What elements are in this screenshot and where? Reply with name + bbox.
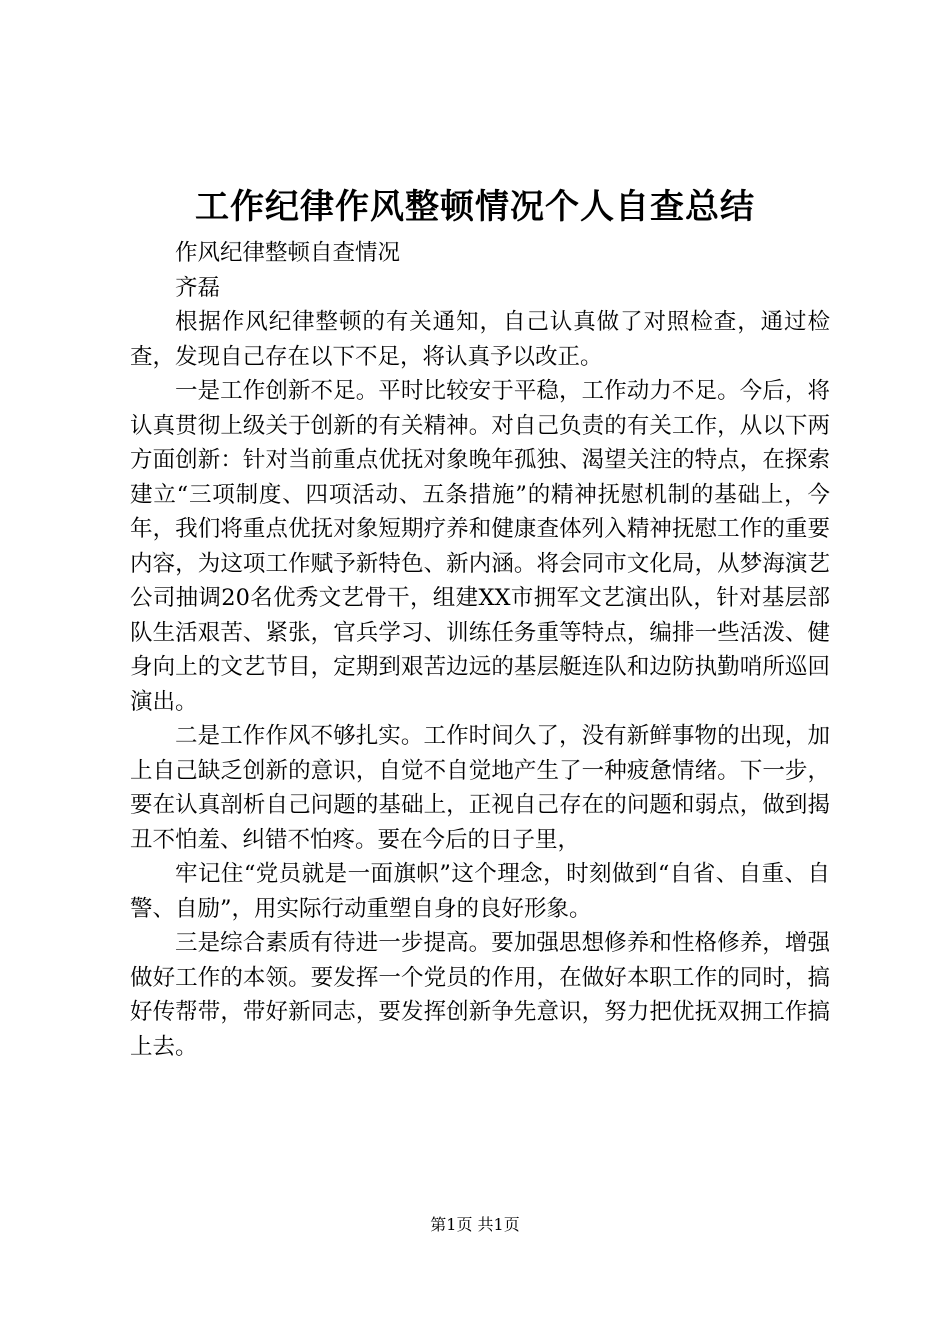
subtitle-paragraph: 作风纪律整顿自查情况 xyxy=(175,240,401,266)
point-two-continued-paragraph: 牢记住“党员就是一面旗帜”这个理念，时刻做到“自省、自重、自警、自励”，用实际行动重塑自身的良好形象。 xyxy=(130,861,830,922)
intro-paragraph: 根据作风纪律整顿的有关通知，自己认真做了对照检查，通过检查，发现自己存在以下不足，将认真予以改正。 xyxy=(130,309,830,370)
page-footer: 第1页 共1页 xyxy=(430,1215,520,1234)
point-two-paragraph: 二是工作作风不够扎实。工作时间久了，没有新鲜事物的出现，加上自己缺乏创新的意识，自觉不自觉地产生了一种疲惫情绪。下一步，要在认真剖析自己问题的基础上，正视自己存在的问题和弱点，做到揭丑不怕羞、纠错不怕疼。要在今后的日子里， xyxy=(130,723,830,853)
point-three-paragraph: 三是综合素质有待进一步提高。要加强思想修养和性格修养，增强做好工作的本领。要发挥一个党员的作用，在做好本职工作的同时，搞好传帮带，带好新同志，要发挥创新争先意识，努力把优抚双拥工作搞上去。 xyxy=(130,930,830,1060)
document-title: 工作纪律作风整顿情况个人自查总结 xyxy=(195,187,755,227)
author-paragraph: 齐磊 xyxy=(175,274,221,301)
document-body xyxy=(130,236,830,1064)
point-one-paragraph: 一是工作创新不足。平时比较安于平稳，工作动力不足。今后，将认真贯彻上级关于创新的有关精神。对自己负责的有关工作，从以下两方面创新：针对当前重点优抚对象晚年孤独、渴望关注的特点，在探索建立“三项制度、四项活动、五条措施”的精神抚慰机制的基础上，今年，我们将重点优抚对象短期疗养和健康查体列入精神抚慰工作的重要内容，为这项工作赋予新特色、新内涵。将会同市文化局，从梦海演艺公司抽调20名优秀文艺骨干，组建XX市拥军文艺演出队，针对基层部队生活艰苦、紧张，官兵学习、训练任务重等特点，编排一些活泼、健身向上的文艺节目，定期到艰苦边远的基层艇连队和边防执勤哨所巡回演出。 xyxy=(130,378,830,715)
